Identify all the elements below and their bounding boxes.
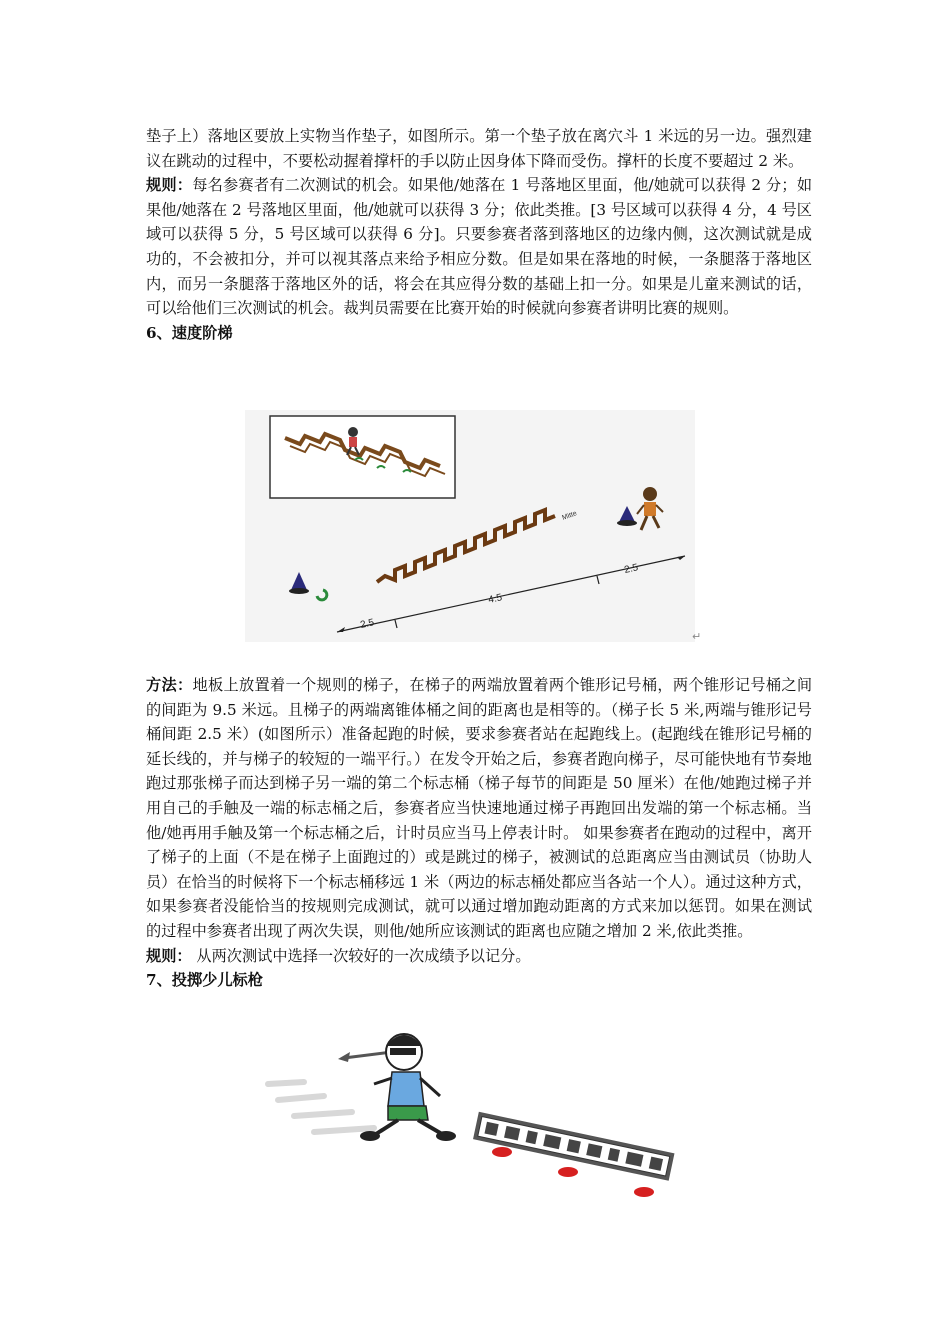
- text-block-2: [146, 673, 812, 993]
- speed-ladder-figure: [245, 410, 695, 642]
- section-heading-7: 7、投掷少儿标枪: [146, 971, 263, 990]
- paragraph-rules-2: [146, 944, 812, 969]
- method-label: 方法：: [146, 676, 193, 694]
- svg-text:Mitte: Mitte: [561, 510, 578, 522]
- dimension-label-right: 2.5: [623, 562, 640, 576]
- paragraph-method: [146, 673, 812, 944]
- dimension-label-middle: 4.5: [487, 592, 504, 606]
- rule-text-2: 从两次测试中选择一次较好的一次成绩予以记分。: [191, 946, 531, 965]
- dimension-label-left: 2.5: [359, 617, 376, 631]
- rule-text: 每名参赛者有二次测试的机会。如果他/她落在 1 号落地区里面，他/她就可以获得 2 分；如果他/她落在 2 号落地区里面，他/她就可以获得 3 分；依此类推。[3 号区域可以获得 4 分，4 号区域可以获得 5 分，5 号区域可以获得 6 分]。只要参赛者落到落地区的边缘内侧，这次测试就是成功的，不会被扣分，并可以视其落点来给予相应分数。但是如果在落地的时候，一条腿落于落地区内，而另一条腿落于落地区外的话，将会在其应得分数的基础上扣一分。如果是儿童来测试的话，可以给他们三次测试的机会。裁判员需要在比赛开始的时候就向参赛者讲明比赛的规则。: [146, 176, 813, 318]
- text-block-1: [146, 124, 812, 345]
- rule-label: 规则：: [146, 176, 193, 195]
- rule-label-2: 规则：: [146, 946, 192, 965]
- javelin-figure: [264, 1022, 684, 1204]
- method-text: 地板上放置着一个规则的梯子，在梯子的两端放置着两个锥形记号桶，两个锥形记号桶之间的间距为 9.5 米远。且梯子的两端离锥体桶之间的距离也是相等的。（梯子长 5 米,两端与锥形记号桶间距 2.5 米）(如图所示）准备起跑的时候，要求参赛者站在起跑线上。(起跑线在锥形记号桶的延长线的，并与梯子的较短的一端平行。）在发令开始之后，参赛者跑向梯子，尽可能快地有节奏地跑过那张梯子而达到梯子另一端的第二个标志桶（梯子每节的间距是 50 厘米）在他/她跑过梯子并用自己的手触及一端的标志桶之后，参赛者应当快速地通过梯子再跑回出发端的第一个标志桶。当他/她再用手触及第一个标志桶之后，计时员应当马上停表计时。 如果参赛者在跑动的过程中，离开了梯子的上面（不是在梯子上面跑过的）或是跳过的梯子，被测试的总距离应当由测试员（协助人员）在恰当的时候将下一个标志桶移远 1 米（两边的标志桶处都应当各站一个人）。通过这种方式，如果参赛者没能恰当的按规则完成测试，就可以通过增加跑动距离的方式来加以惩罚。如果在测试的过程中参赛者出现了两次失误，则他/她所应该测试的距离也应随之增加 2 米,依此类推。: [146, 676, 813, 940]
- paragraph-pole-jump: 垫子上）落地区要放上实物当作垫子，如图所示。第一个垫子放在离穴斗 1 米远的另一边。强烈建议在跳动的过程中，不要松动握着撑杆的手以防止因身体下降而受伤。撑杆的长度不要超过 2 米。: [146, 127, 812, 170]
- section-heading-6: 6、速度阶梯: [146, 323, 233, 342]
- paragraph-rules: [146, 173, 812, 321]
- paragraph-mark: ↵: [692, 630, 702, 643]
